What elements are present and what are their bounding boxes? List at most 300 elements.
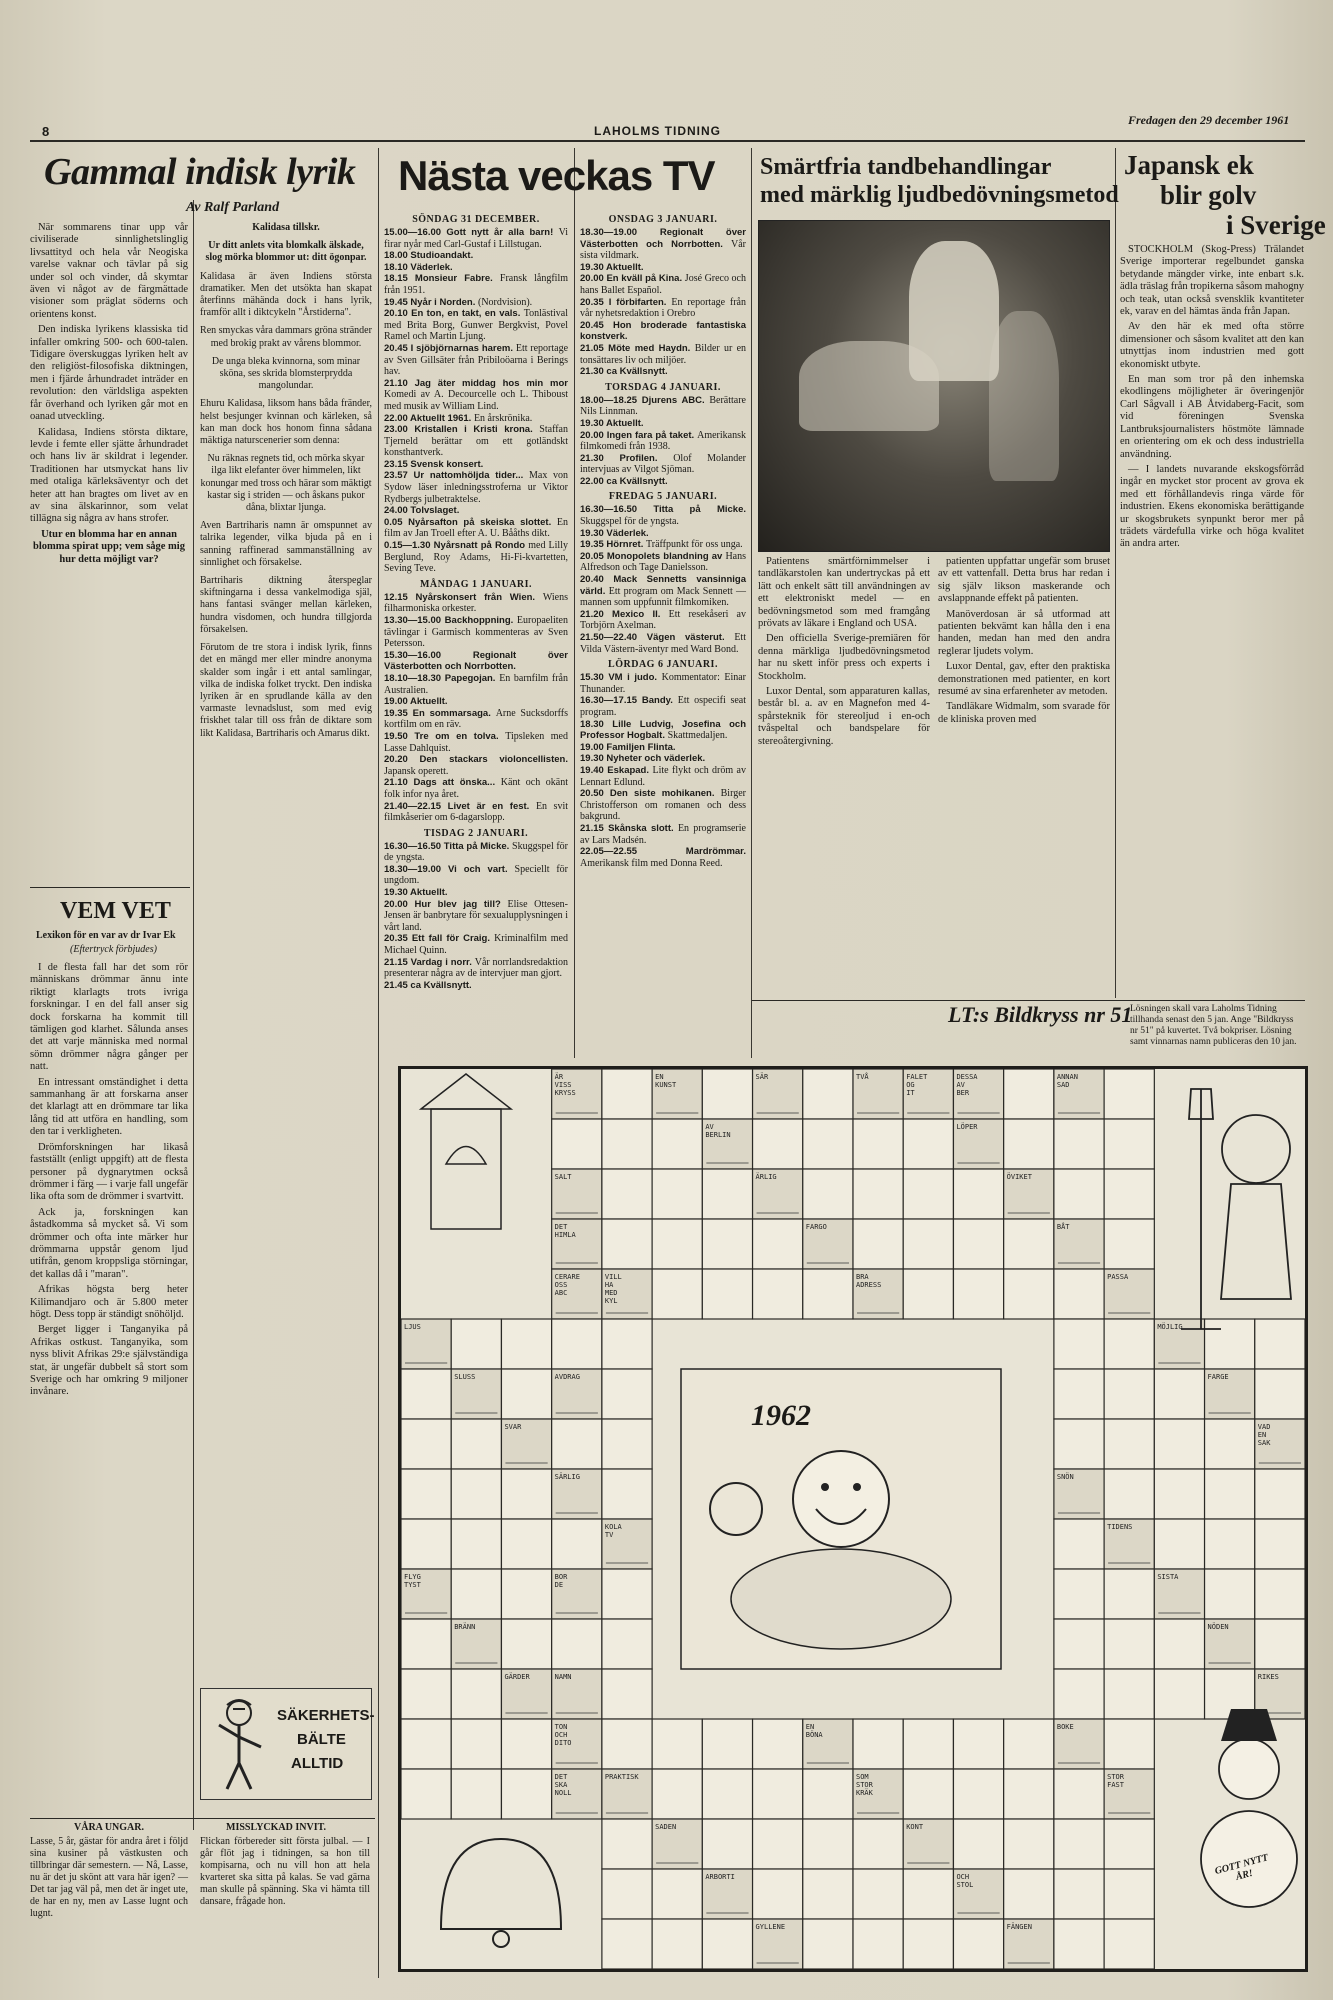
crossword-clue: BRÄNN <box>454 1623 476 1631</box>
tv-program <box>384 754 568 777</box>
crossword-cell[interactable] <box>451 1469 501 1519</box>
crossword-cell[interactable] <box>1154 1419 1204 1469</box>
tv-program-time-title: 19.30 Aktuellt. <box>384 887 448 899</box>
crossword-cell[interactable] <box>1104 1069 1154 1119</box>
crossword-cell[interactable] <box>1054 1169 1104 1219</box>
tv-program-desc: Lite flykt och dröm av Lennart Edlund. <box>580 764 746 788</box>
crossword-cell[interactable] <box>853 1819 903 1869</box>
tv-program-desc: (Nordvision). <box>477 296 533 308</box>
tv-program <box>384 470 568 505</box>
crossword-cell[interactable] <box>853 1219 903 1269</box>
crossword-cell[interactable] <box>702 1269 752 1319</box>
crossword-cell[interactable] <box>803 1119 853 1169</box>
crossword-cell[interactable] <box>602 1919 652 1969</box>
crossword-cell[interactable] <box>1054 1619 1104 1669</box>
tv-program-time-title: 22.05—22.55 Mardrömmar. <box>580 846 746 858</box>
crossword-cell[interactable] <box>1255 1369 1305 1419</box>
tv-program <box>580 719 746 742</box>
crossword-clue: EN <box>1257 1431 1267 1439</box>
poem-stanza: Nu räknas regnets tid, och mörka skyar ilga likt elefanter över himmelen, likt konungar med tross och härar som mäktigt kastar sig i striden — och åskans pukor dåna, blixtar ljunga. <box>200 453 372 514</box>
tv-program-time-title: 18.10 Väderlek. <box>384 261 453 273</box>
tv-program <box>580 320 746 343</box>
tv-program-time-title: 19.40 Eskapad. <box>580 764 653 776</box>
tv-program-time-title: 23.00 Kristallen i Kristi krona. <box>384 424 540 436</box>
crossword-clue: GÄRDER <box>504 1673 530 1681</box>
tv-program-time-title: 18.00—18.25 Djurens ABC. <box>580 394 710 406</box>
tv-program <box>580 551 746 574</box>
crossword-cell[interactable] <box>451 1769 501 1819</box>
crossword-cell[interactable] <box>602 1419 652 1469</box>
column-rule <box>1115 148 1116 998</box>
vem-vet-paragraph: I de flesta fall har det som rör människans drömmar ännu inte riktigt klarlagts trots ivriga forskningar. I en del fall anser sig dock forskarna ha kommit till tämligen god klarhet. Sålunda anses det att varje människa med normal sömn drömmer några gånger per natt. <box>30 962 188 1073</box>
vem-vet-paragraph: Ack ja, forskningen kan åstadkomma så mycket så. Vi som drömmer och ofta inte märker hur drömmarna uppstår genom ljud utifrån, genom kroppsliga störningar, det kallas då i "maran". <box>30 1206 188 1280</box>
lyrik-byline: Av Ralf Parland <box>186 200 280 215</box>
tv-program-time-title: 18.10—18.30 Papegojan. <box>384 672 500 684</box>
crossword-cell[interactable] <box>1004 1269 1054 1319</box>
crossword-cell[interactable] <box>1004 1769 1054 1819</box>
crossword-cell[interactable] <box>652 1869 702 1919</box>
crossword-clue: OCH <box>956 1873 970 1881</box>
crossword-clue: TIDENS <box>1107 1523 1133 1531</box>
crossword-svg[interactable] <box>401 1069 1305 1969</box>
tv-program <box>580 227 746 262</box>
tv-program-desc: Fransk långfilm från 1951. <box>384 273 568 296</box>
crossword-cell[interactable] <box>903 1719 953 1769</box>
crossword-clue: AVDRAG <box>554 1373 580 1381</box>
tv-program <box>580 504 746 527</box>
crossword-cell[interactable] <box>903 1269 953 1319</box>
tv-program <box>384 650 568 673</box>
crossword-cell[interactable] <box>1104 1119 1154 1169</box>
page-number: 8 <box>42 124 51 139</box>
tv-program-desc: Berättare Nils Linnman. <box>580 394 746 418</box>
crossword-cell[interactable] <box>602 1369 652 1419</box>
tv-program <box>384 308 568 343</box>
man-body-drawing <box>1221 1184 1291 1299</box>
crossword-cell[interactable] <box>702 1719 752 1769</box>
crossword-clue: DET <box>554 1773 568 1781</box>
tv-program <box>384 273 568 296</box>
crossword-cell[interactable] <box>652 1119 702 1169</box>
tv-program-desc: Vår norrlandsredaktion presenterar några av de intervjuer man gjort. <box>384 956 568 980</box>
crossword-cell[interactable] <box>953 1919 1003 1969</box>
crossword-clue: KRÄK <box>856 1789 873 1797</box>
tv-program <box>384 731 568 754</box>
crossword-cell[interactable] <box>501 1369 551 1419</box>
crossword-cell[interactable] <box>451 1419 501 1469</box>
tv-program-time-title: 21.45 ca Kvällsnytt. <box>384 979 472 991</box>
crossword-cell[interactable] <box>953 1169 1003 1219</box>
crossword-cell[interactable] <box>1004 1819 1054 1869</box>
crossword-clue: BOKE <box>1056 1723 1074 1731</box>
crossword-cell[interactable] <box>1104 1169 1154 1219</box>
crossword-cell[interactable] <box>602 1719 652 1769</box>
japan-paragraph: Av den här ek med ofta större dimensioner och såsom kvalitet att den kan utnyttjas inom industrien med gott ekonomiskt utbyte. <box>1120 321 1304 370</box>
baby-blanket <box>731 1549 951 1649</box>
crossword-clue: DET <box>554 1223 568 1231</box>
crossword-cell[interactable] <box>702 1769 752 1819</box>
crossword-cell[interactable] <box>1004 1119 1054 1169</box>
tv-program <box>384 801 568 824</box>
crossword-cell[interactable] <box>1054 1369 1104 1419</box>
crossword-cell[interactable] <box>903 1869 953 1919</box>
tv-program-desc: Komedi av A. Decourcelle och L. Thiboust med musik av William Lind. <box>384 389 568 412</box>
tv-program-desc: Ett reportage av Sven Gillsäter från Pribiloöarna i Berings hav. <box>384 342 569 378</box>
tv-program-time-title: 18.30 Lille Ludvig, Josefina och Professor Hogbalt. <box>580 718 746 742</box>
tv-headline: Nästa veckas TV <box>398 152 715 199</box>
crossword-cell[interactable] <box>602 1669 652 1719</box>
crossword-cell[interactable] <box>803 1169 853 1219</box>
crossword-cell[interactable] <box>602 1069 652 1119</box>
crossword-cell[interactable] <box>753 1119 803 1169</box>
tv-program-time-title: 15.00—16.00 Gott nytt år alla barn! <box>384 227 559 238</box>
crossword-cell[interactable] <box>1255 1569 1305 1619</box>
crossword-cell[interactable] <box>552 1619 602 1669</box>
crossword-cell[interactable] <box>1004 1069 1054 1119</box>
poem-stanza: De unga bleka kvinnorna, som minar sköna, ses skrida blomsterprydda mangolundar. <box>211 355 361 392</box>
tv-program-desc: Träffpunkt för oss unga. <box>646 539 743 551</box>
dental-paragraph: patienten uppfattar ungefär som bruset av ett vattenfall. Detta brus har redan i sig själv likson maskerande och avslappnande effekt på patienten. <box>938 556 1110 605</box>
crossword-clue: MÖJLIG <box>1157 1323 1183 1331</box>
crossword-cell[interactable] <box>753 1869 803 1919</box>
crossword-clue: SVAR <box>504 1423 522 1431</box>
crossword-cell[interactable] <box>1104 1869 1154 1919</box>
crossword-cell[interactable] <box>903 1169 953 1219</box>
vem-vet-paragraph: Berget ligger i Tanganyika på Afrikas ostkust. Tanganyika, som nyss blivit Afrikas 29:e självständiga stat, är ungefär dubbelt så stort som Sverige och har omkring 9 miljoner invånare. <box>30 1324 188 1398</box>
crossword-grid[interactable] <box>398 1066 1308 1972</box>
crossword-clue: RIKES <box>1257 1673 1279 1681</box>
tv-program <box>384 227 568 250</box>
crossword-clue: FÄNGEN <box>1006 1923 1032 1931</box>
tv-program-desc: Bilder ur en tonsättares liv och miljöer. <box>580 342 747 366</box>
crossword-cell[interactable] <box>552 1519 602 1569</box>
crossword-cell[interactable] <box>1104 1819 1154 1869</box>
crossword-cell[interactable] <box>1004 1219 1054 1269</box>
crossword-cell[interactable] <box>1104 1719 1154 1769</box>
crossword-cell[interactable] <box>451 1569 501 1619</box>
crossword-cell[interactable] <box>702 1169 752 1219</box>
crossword-cell[interactable] <box>401 1769 451 1819</box>
tv-program <box>580 343 746 366</box>
tv-program <box>384 505 568 517</box>
tv-program-time-title: 12.15 Nyårskonsert från Wien. <box>384 591 543 603</box>
tv-program-time-title: 18.15 Monsieur Fabre. <box>384 273 500 285</box>
tv-program-desc: Amerikansk film med Donna Reed. <box>580 857 723 869</box>
crossword-cell[interactable] <box>1104 1569 1154 1619</box>
tv-program-time-title: 19.35 Hörnret. <box>580 539 646 551</box>
bildkryss-instructions: Lösningen skall vara Laholms Tidning tillhanda senast den 5 jan. Ange "Bildkryss nr 51" på kuvertet. Två bokpriser. Lösning samt vinnarnas namn publiceras den 10 jan. <box>1130 1004 1297 1047</box>
crossword-cell[interactable] <box>1255 1319 1305 1369</box>
crossword-cell[interactable] <box>853 1719 903 1769</box>
tv-program-time-title: 21.20 Mexico II. <box>580 608 669 620</box>
crossword-clue: NÖDEN <box>1207 1623 1229 1631</box>
crossword-cell[interactable] <box>1205 1519 1255 1569</box>
crossword-cell[interactable] <box>401 1469 451 1519</box>
crossword-cell[interactable] <box>501 1769 551 1819</box>
crossword-cell[interactable] <box>953 1269 1003 1319</box>
crossword-cell[interactable] <box>401 1369 451 1419</box>
vara-ungar-text: Lasse, 5 år, gästar för andra året i följd sina kusiner på västkusten och tillbringar där semestern. — Nå, Lasse, nu är det ju skönt att vara här igen? — Det tar jag väl på, men det är inget ute, de har en ny, men av Lasse lugnt och lugnt. <box>30 1836 188 1919</box>
crossword-cell[interactable] <box>1054 1119 1104 1169</box>
crossword-cell[interactable] <box>803 1919 853 1969</box>
bell-tower-roof <box>421 1074 511 1109</box>
crossword-cell[interactable] <box>501 1619 551 1669</box>
crossword-cell[interactable] <box>1205 1319 1255 1369</box>
lyrik-paragraph: Kalidasa, Indiens största diktare, levde i femte eller sjätte århundradet och hans liv är skildrat i legender. Traditionen har utsmyckat hans liv med otaliga kärleksäventyr och det heter att han bragtes om livet av en av sina älskarinnor, som velat tillägna sig några av hans strofer. <box>30 426 188 525</box>
crossword-cell[interactable] <box>903 1919 953 1969</box>
crossword-cell[interactable] <box>602 1569 652 1619</box>
crossword-cell[interactable] <box>1255 1469 1305 1519</box>
crossword-cell[interactable] <box>1205 1569 1255 1619</box>
tv-program-desc: En reportage från vår nyhetsredaktion i Orebro <box>580 296 746 320</box>
dental-paragraph: Patientens smärtförnimmelser i tandläkarstolen kan undertryckas på ett lätt och enkelt sätt till användningen av ett elektroniskt medel — en bedövningsmetod som med framgång prövats av läkare i England och USA. <box>758 556 930 630</box>
tv-program-time-title: 23.57 Ur nattomhöljda tider... <box>384 470 530 482</box>
crossword-cell[interactable] <box>501 1569 551 1619</box>
tv-program <box>580 476 746 488</box>
crossword-clue: NOLL <box>554 1789 572 1797</box>
crossword-cell[interactable] <box>602 1469 652 1519</box>
vem-vet-headline: VEM VET <box>60 898 171 924</box>
crossword-clue: DESSA <box>956 1073 978 1081</box>
crossword-cell[interactable] <box>1054 1569 1104 1619</box>
crossword-cell[interactable] <box>1154 1519 1204 1569</box>
crossword-cell[interactable] <box>602 1819 652 1869</box>
crossword-cell[interactable] <box>1154 1669 1204 1719</box>
tv-program-desc: En svit filmkåserier om 6-dagarslopp. <box>384 800 568 824</box>
tv-program <box>384 262 568 274</box>
tv-program <box>384 673 568 696</box>
crossword-cell[interactable] <box>1054 1419 1104 1469</box>
crossword-cell[interactable] <box>1054 1319 1104 1369</box>
tv-program-time-title: 0.05 Nyårsafton på skeiska slottet. <box>384 516 557 528</box>
tv-program-time-title: 21.15 Skånska slott. <box>580 822 678 834</box>
crossword-clue: EN <box>805 1723 815 1731</box>
crossword-cell[interactable] <box>853 1119 903 1169</box>
crossword-cell[interactable] <box>602 1219 652 1269</box>
crossword-clue: SÄRLIG <box>554 1473 580 1481</box>
crossword-cell[interactable] <box>1104 1469 1154 1519</box>
crossword-cell[interactable] <box>602 1169 652 1219</box>
vem-vet-column <box>30 962 188 1402</box>
crossword-cell[interactable] <box>451 1669 501 1719</box>
tv-program <box>384 517 568 540</box>
crossword-cell[interactable] <box>552 1119 602 1169</box>
crossword-clue: BÅT <box>1056 1223 1070 1231</box>
crossword-cell[interactable] <box>1154 1619 1204 1669</box>
dental-headline-1: Smärtfria tandbehandlingar <box>760 154 1052 180</box>
dental-column-left <box>758 556 930 751</box>
crossword-cell[interactable] <box>903 1219 953 1269</box>
crossword-clue: FLYG <box>404 1573 421 1581</box>
crossword-cell[interactable] <box>753 1719 803 1769</box>
crossword-cell[interactable] <box>1205 1469 1255 1519</box>
crossword-cell[interactable] <box>1255 1619 1305 1669</box>
lamp-post-drawing <box>1181 1089 1221 1329</box>
crossword-cell[interactable] <box>1205 1419 1255 1469</box>
belt-ad-line-3: ALLTID <box>291 1755 344 1772</box>
tv-program <box>384 424 568 459</box>
crossword-cell[interactable] <box>552 1319 602 1369</box>
crossword-cell[interactable] <box>853 1169 903 1219</box>
crossword-cell[interactable] <box>401 1669 451 1719</box>
tv-program <box>580 297 746 320</box>
crossword-cell[interactable] <box>803 1269 853 1319</box>
crossword-clue: EN <box>655 1073 664 1081</box>
crossword-cell[interactable] <box>803 1069 853 1119</box>
tv-program-desc: Arne Sucksdorffs kortfilm om en räv. <box>384 707 568 731</box>
section-rule <box>30 1818 375 1819</box>
crossword-cell[interactable] <box>953 1219 1003 1269</box>
crossword-clue: PASSA <box>1107 1273 1129 1281</box>
crossword-cell[interactable] <box>953 1719 1003 1769</box>
crossword-cell[interactable] <box>702 1919 752 1969</box>
crossword-cell[interactable] <box>652 1269 702 1319</box>
tv-program <box>384 413 568 425</box>
tv-program-time-title: 19.45 Nyår i Norden. <box>384 296 478 308</box>
crossword-cell[interactable] <box>753 1769 803 1819</box>
tv-program-desc: Japansk operett. <box>384 765 449 777</box>
tv-program-time-title: 20.40 Mack Sennetts vansinniga värld. <box>580 574 746 597</box>
crossword-cell[interactable] <box>501 1719 551 1769</box>
crossword-cell[interactable] <box>652 1919 702 1969</box>
crossword-cell[interactable] <box>1104 1669 1154 1719</box>
tv-program-time-title: 21.05 Möte med Haydn. <box>580 342 695 354</box>
crossword-cell[interactable] <box>652 1169 702 1219</box>
crossword-cell[interactable] <box>1054 1769 1104 1819</box>
vem-vet-paragraph: En intressant omständighet i detta sammanhang är att forskarna anser det klarlagt att en drömmare tar lika lång tid att utföra en handling, som den tar i verkligheten. <box>30 1076 188 1138</box>
crossword-cell[interactable] <box>602 1619 652 1669</box>
bell-tower-drawing <box>431 1109 501 1229</box>
crossword-clue: SLUSS <box>454 1373 476 1381</box>
tv-program-desc: Ett resekåseri av Torbjörn Axelman. <box>580 608 746 632</box>
crossword-cell[interactable] <box>1054 1519 1104 1569</box>
crossword-cell[interactable] <box>1054 1819 1104 1869</box>
tv-program <box>580 418 746 430</box>
tv-program <box>384 615 568 650</box>
bildkryss-headline: LT:s Bildkryss nr 51 <box>948 1002 1133 1027</box>
crossword-cell[interactable] <box>1154 1469 1204 1519</box>
crossword-clue: LÖPER <box>956 1123 978 1131</box>
tv-program <box>384 887 568 899</box>
crossword-cell[interactable] <box>1154 1369 1204 1419</box>
crossword-cell[interactable] <box>853 1919 903 1969</box>
crossword-cell[interactable] <box>602 1119 652 1169</box>
crossword-cell[interactable] <box>1255 1519 1305 1569</box>
crossword-cell[interactable] <box>1104 1219 1154 1269</box>
crossword-cell[interactable] <box>602 1319 652 1369</box>
crossword-cell[interactable] <box>401 1419 451 1469</box>
crossword-cell[interactable] <box>1104 1919 1154 1969</box>
tv-program-desc: Amerikansk filmkomedi från 1938. <box>580 429 746 453</box>
crossword-clue: IT <box>906 1089 915 1097</box>
crossword-cell[interactable] <box>552 1419 602 1469</box>
tv-program-desc: José Greco och hans Ballet Español. <box>580 273 746 296</box>
crossword-clue: STOR <box>1107 1773 1124 1781</box>
crossword-cell[interactable] <box>602 1869 652 1919</box>
tv-program-time-title: 19.30 Nyheter och väderlek. <box>580 753 706 765</box>
tv-program <box>580 262 746 274</box>
crossword-cell[interactable] <box>1054 1269 1104 1319</box>
crossword-cell[interactable] <box>401 1619 451 1669</box>
crossword-cell[interactable] <box>753 1819 803 1869</box>
crossword-cell[interactable] <box>803 1869 853 1919</box>
crossword-clue: VILL <box>604 1273 622 1281</box>
crossword-clue: SKA <box>554 1781 568 1789</box>
crossword-cell[interactable] <box>702 1219 752 1269</box>
crossword-cell[interactable] <box>1054 1669 1104 1719</box>
crossword-cell[interactable] <box>1104 1619 1154 1669</box>
dental-paragraph: Luxor Dental, gav, efter den praktiska demonstrationen med patienter, en kort resumé av sina erfarenheter av metoden. <box>938 661 1110 698</box>
crossword-cell[interactable] <box>652 1219 702 1269</box>
crossword-cell[interactable] <box>451 1319 501 1369</box>
crossword-cell[interactable] <box>903 1769 953 1819</box>
tv-day-heading: TISDAG 2 JANUARI. <box>423 827 529 839</box>
crossword-cell[interactable] <box>652 1719 702 1769</box>
crossword-cell[interactable] <box>702 1819 752 1869</box>
crossword-cell[interactable] <box>1004 1869 1054 1919</box>
crossword-cell[interactable] <box>1104 1419 1154 1469</box>
crossword-clue: OSS <box>554 1281 568 1289</box>
tv-program <box>580 609 746 632</box>
tv-program <box>580 753 746 765</box>
column-rule <box>378 148 379 1978</box>
crossword-cell[interactable] <box>1004 1719 1054 1769</box>
tv-program-desc: En barnfilm från Australien. <box>384 672 568 696</box>
crossword-cell[interactable] <box>953 1819 1003 1869</box>
tv-program-desc: En årskrönika. <box>473 412 533 424</box>
lyrik-paragraph: Ehuru Kalidasa, liksom hans båda fränder, helst besjunger kvinnan och kärleken, så kan man dock hos honom finna sådana mäktiga naturscenerier som denna: <box>200 398 372 447</box>
crossword-cell[interactable] <box>1104 1319 1154 1369</box>
crossword-cell[interactable] <box>501 1469 551 1519</box>
crossword-clue: ARBORTI <box>705 1873 735 1881</box>
tv-program <box>580 574 746 609</box>
crossword-cell[interactable] <box>501 1319 551 1369</box>
crossword-cell[interactable] <box>1054 1919 1104 1969</box>
crossword-cell[interactable] <box>1054 1869 1104 1919</box>
tv-program <box>580 823 746 846</box>
crossword-cell[interactable] <box>803 1769 853 1819</box>
crossword-cell[interactable] <box>803 1819 853 1869</box>
crossword-cell[interactable] <box>501 1519 551 1569</box>
tv-program <box>384 841 568 864</box>
crossword-cell[interactable] <box>451 1719 501 1769</box>
crossword-cell[interactable] <box>401 1719 451 1769</box>
tv-program-desc: Birger Christofferson om romanen och dess bakgrund. <box>580 788 746 823</box>
crossword-cell[interactable] <box>953 1769 1003 1819</box>
tv-program <box>580 788 746 823</box>
newspaper-name: LAHOLMS TIDNING <box>594 124 721 138</box>
waving-figure-icon <box>205 1695 275 1795</box>
lyrik-paragraph: Förutom de tre stora i indisk lyrik, finns det en mängd mer eller mindre anonyma skalder som ingår i ett antal samlingar, vilka de indiska folket tryckt. Den indiska lyriken är en sprudlande källa av den varmaste levnadslust, som med evig friskhet talar till oss från de diktare som likt Kalidasa, Bartriharis och Amarus dikt. <box>200 642 372 739</box>
crossword-cell[interactable] <box>1104 1369 1154 1419</box>
dental-headline-2: med märklig ljudbedövningsmetod <box>760 182 1119 208</box>
crossword-cell[interactable] <box>702 1069 752 1119</box>
crossword-clue: KOLA <box>604 1523 622 1531</box>
crossword-cell[interactable] <box>853 1869 903 1919</box>
crossword-cell[interactable] <box>753 1219 803 1269</box>
tv-program-time-title: 19.00 Aktuellt. <box>384 696 448 708</box>
lyrik-paragraph: Den indiska lyrikens klassiska tid infaller omkring 500- och 600-talen. Tidigare överskuggas lyriken helt av den religiöst-filosofiska diktningen, men i fjärde århundradet inträder en revolution: den världsliga aspekten får överhand och lyriken går mot en oanad utveckling. <box>30 324 188 423</box>
dental-paragraph: Luxor Dental, som apparaturen kallas, består bl. a. av en Magnefon med 4-spårsteknik för stereoljud i en-och tvåspeltal och bandspelare för stereoåtergivning. <box>758 686 930 747</box>
crossword-cell[interactable] <box>652 1769 702 1819</box>
crossword-cell[interactable] <box>903 1119 953 1169</box>
crossword-clue: ABC <box>554 1289 568 1297</box>
crossword-cell[interactable] <box>401 1519 451 1569</box>
crossword-cell[interactable] <box>451 1519 501 1569</box>
tv-listings-col-2 <box>580 210 746 869</box>
lyrik-column-1 <box>30 222 188 569</box>
crossword-cell[interactable] <box>753 1269 803 1319</box>
